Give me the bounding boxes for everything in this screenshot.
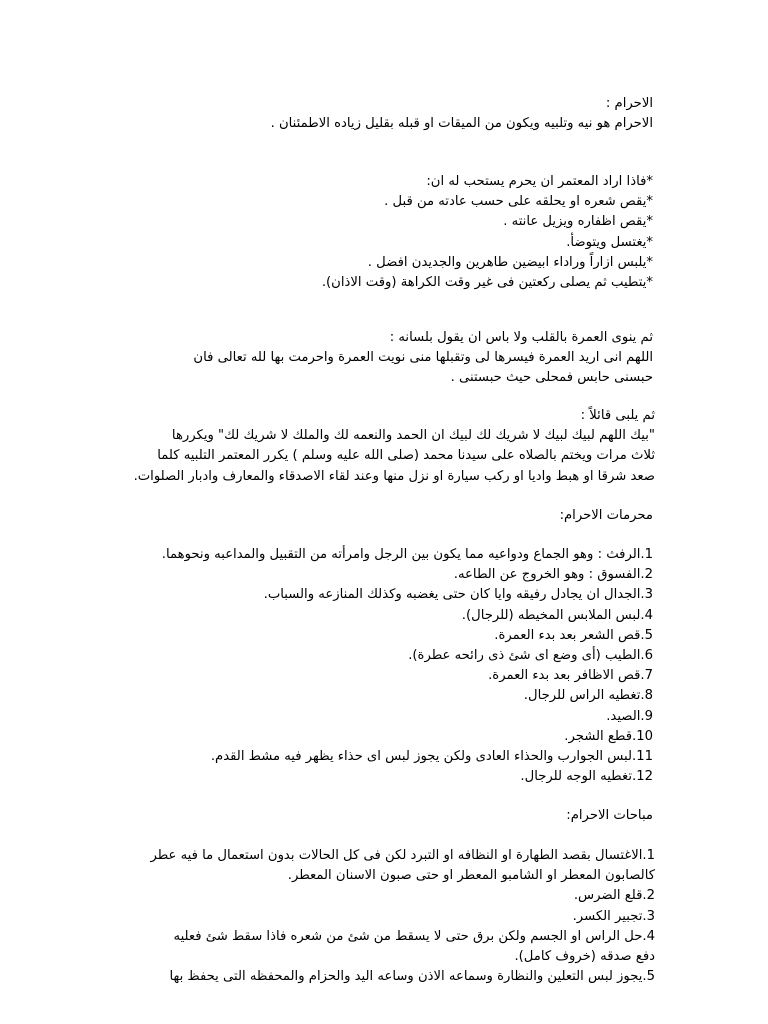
ihram-definition: الاحرام هو نيه وتلبيه ويكون من الميقات او قبله بقليل زياده الاطمئنان . — [270, 116, 653, 132]
prohibition-item: 4.لبس الملابس المخيطه (للرجال). — [461, 607, 653, 623]
preparation-item: *يقص شعره او يحلقه على حسب عادته من قبل . — [384, 194, 653, 210]
preparations-section — [113, 172, 653, 293]
prohibition-item: 2.الفسوق : وهو الخروج عن الطاعه. — [453, 567, 653, 583]
permitted-item-continuation: كالصابون المعطر او الشامبو المعطر او حتى صبون الاسنان المعطر. — [287, 868, 655, 884]
prohibition-item: 7.قص الاظافر بعد بدء العمرة. — [488, 668, 653, 684]
prohibition-item: 6.الطيب (أى وضع اى شئ ذى رائحه عطرة). — [408, 648, 653, 664]
permitted-item: 4.حل الراس او الجسم ولكن برق حتى لا يسقط من شئ من شعره فاذا سقط شئ فعليه — [173, 928, 655, 944]
preparation-item: *يغتسل ويتوضأ. — [566, 234, 653, 250]
permitted-item: 2.قلع الضرس. — [573, 888, 655, 904]
prohibitions-heading: محرمات الاحرام: — [559, 508, 653, 523]
permitted-item: 5.يجوز لبس التعلين والنظارة وسماعه الاذن وساعه اليد والحزام والمحفظه التى يحفظ بها — [169, 969, 655, 985]
preparation-item: *يتطيب ثم يصلى ركعتين فى غير وقت الكراهة (وقت الاذان). — [321, 275, 653, 291]
ihram-heading: الاحرام : — [605, 96, 653, 111]
prohibition-item: 1.الرفث : وهو الجماع ودواعيه مما يكون بين الرجل وامرأته من التقبيل والمداعبه ونحوهما. — [161, 547, 653, 562]
prohibition-item: 10.قطع الشجر. — [564, 728, 653, 744]
prohibition-item: 9.الصيد. — [606, 708, 653, 724]
permitted-item: 1.الاغتسال بقصد الطهارة او النظافه او التبرد لكن فى كل الحالات بدون استعمال ما فيه عطر — [150, 848, 655, 863]
prohibitions-list — [113, 545, 653, 787]
talbiyah-line: "بيك اللهم لبيك لبيك لا شريك لك لبيك ان الحمد والنعمه لك والملك لا شريك لك" ويكررها — [171, 428, 655, 444]
ihram-section — [113, 94, 653, 134]
permitted-item-continuation: دفع صدقه (خروف كامل). — [514, 949, 655, 965]
permitted-heading-block — [113, 806, 653, 826]
prohibition-item: 11.لبس الجوارب والحذاء العادى ولكن يجوز لبس اى حذاء يظهر فيه مشط القدم. — [210, 749, 653, 765]
permitted-heading: مباحات الاحرام: — [566, 808, 653, 823]
niyyah-dua-line: اللهم انى اريد العمرة فيسرها لى وتقبلها منى نويت العمرة واحرمت بها لله تعالى فان — [193, 350, 653, 366]
preparation-item: *يلبس ازاراً وراداء ابيضين طاهرين والجديدن افضل . — [367, 254, 653, 270]
talbiyah-line: ثلاث مرات ويختم بالصلاه على سيدنا محمد (صلى الله عليه وسلم ) يكرر المعتمر التلبيه كلما — [157, 448, 655, 464]
talbiyah-section — [95, 406, 655, 487]
prohibition-item: 12.تغطيه الوجه للرجال. — [520, 769, 653, 785]
talbiyah-line: صعد شرقا او هبط واديا او ركب سيارة او نزل منها وعند لقاء الاصدقاء والمعارف وادبار الصلوات. — [133, 468, 655, 484]
talbiyah-intro: ثم يلبى قائلاً : — [580, 408, 655, 423]
permitted-list — [95, 846, 655, 987]
niyyah-section — [113, 328, 653, 389]
niyyah-dua-line: حبسنى حابس فمحلى حيث حبستنى . — [450, 370, 653, 386]
niyyah-intro: ثم ينوى العمرة بالقلب ولا باس ان يقول بلسانه : — [389, 330, 653, 345]
prohibition-item: 3.الجدال ان يجادل رفيقه وايا كان حتى يغضبه وكذلك المنازعه والسباب. — [263, 587, 653, 603]
prohibitions-heading-block — [113, 506, 653, 526]
preparation-item: *يقص اظفاره ويزيل عانته . — [503, 214, 653, 230]
prohibition-item: 8.تغطيه الراس للرجال. — [523, 688, 653, 704]
prohibition-item: 5.قص الشعر بعد بدء العمرة. — [494, 627, 653, 643]
preparations-intro: *فاذا اراد المعتمر ان يحرم يستحب له ان: — [426, 174, 653, 189]
permitted-item: 3.تجبير الكسر. — [572, 908, 655, 924]
